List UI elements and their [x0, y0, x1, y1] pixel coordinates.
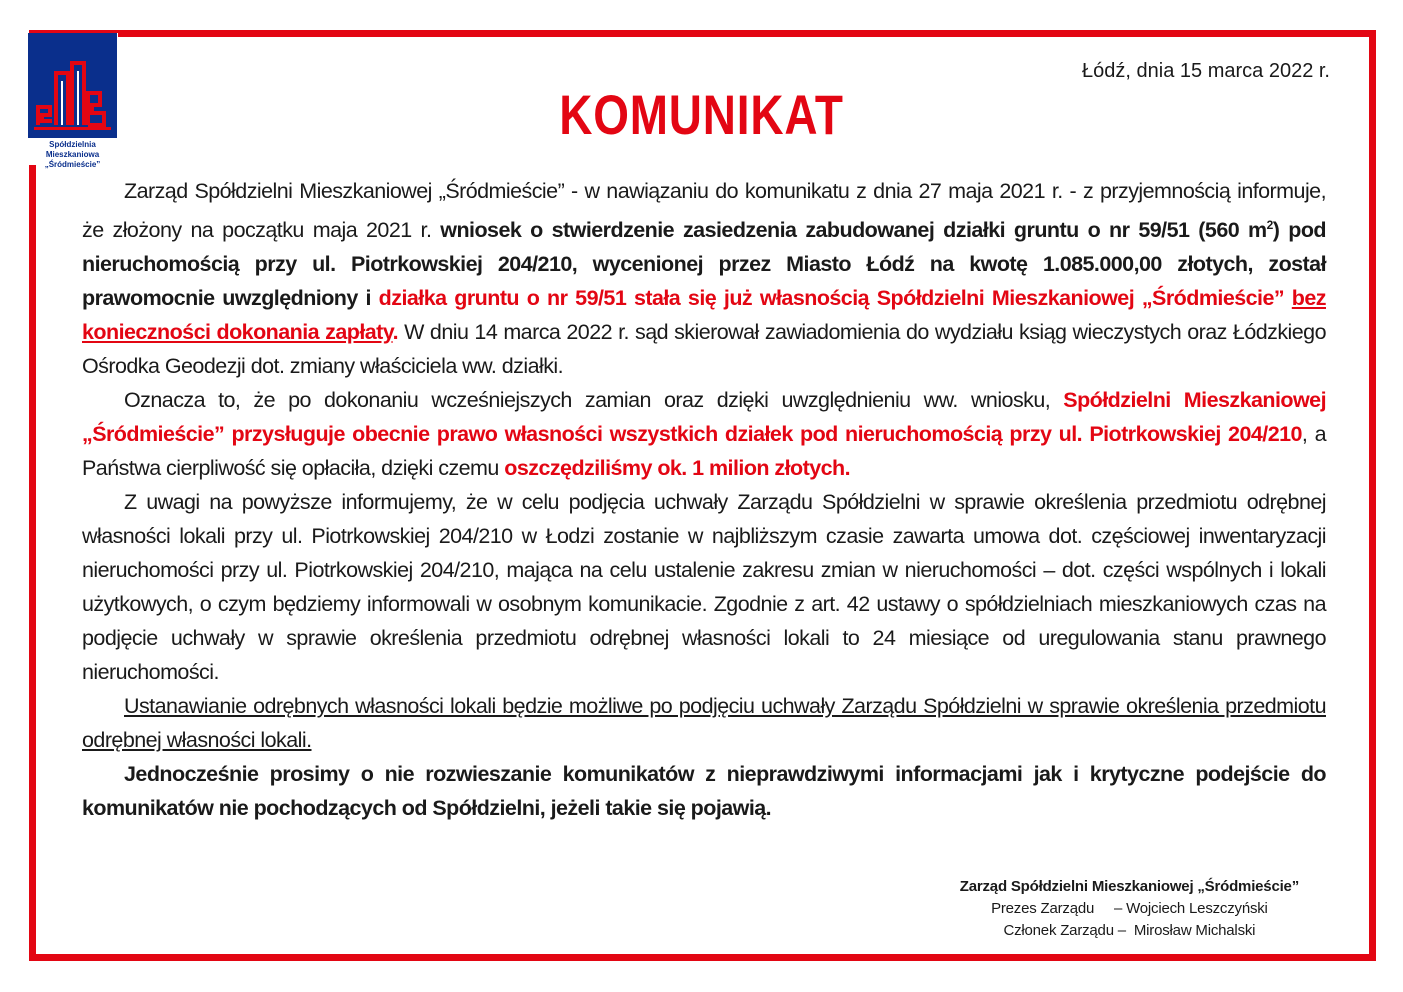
p2-red-2: oszczędziliśmy ok. 1 milion złotych.	[504, 456, 851, 481]
document-title: KOMUNIKAT	[559, 83, 844, 146]
p1-red-1: działka gruntu o nr 59/51 stała się już własnością Spółdzielni Mieszkaniowej „Śródmieście”	[378, 286, 1292, 311]
p3-text-1: Z uwagi na powyższe informujemy, że w celu podjęcia uchwały Zarządu Spółdzielni w sprawie określenia przedmiotu odrębnej własności lokali przy ul. Piotrkowskiej 204/210 w Łodzi zostanie w najbliższym czasie zawarta umowa dot. częściowej inwentaryzacji nieruchomości przy ul. Piotrkowskiej 204/210, mająca na celu ustalenie zakresu zmian w nieruchomości – dot. części wspólnych i lokali użytkowych, o czym będziemy informowali w osobnym komunikacie. Zgodnie z art. 42 ustawy o spółdzielniach mieszkaniowych czas na podjęcie uchwały w sprawie określenia przedmiotu odrębnej własności lokali to 24 miesiące od uregulowania stanu prawnego nieruchomości.	[82, 490, 1326, 685]
p1-superscript: 2	[1266, 218, 1273, 232]
p5-bold: Jednocześnie prosimy o nie rozwieszanie komunikatów z nieprawdziwymi informacjami jak i krytyczne podejście do komunikatów nie pochodzących od Spółdzielni, jeżeli takie się pojawią.	[82, 762, 1326, 821]
logo-emblem	[28, 33, 117, 138]
document-body	[82, 174, 1326, 825]
p4-underlined: Ustanawianie odrębnych własności lokali będzie możliwe po podjęciu uchwały Zarządu Spółdzielni w sprawie określenia przedmiotu odrębnej własności lokali.	[82, 694, 1326, 753]
document-date: Łódź, dnia 15 marca 2022 r.	[1082, 60, 1330, 82]
logo-caption-line1: Spółdzielnia Mieszkaniowa	[45, 140, 100, 159]
paragraph-2	[82, 383, 1326, 485]
p2-red-1: Spółdzielni Mieszkaniowej „Śródmieście” przysługuje obecnie prawo własności wszystkich działek pod nieruchomością przy ul. Piotrkowskiej 204/210	[82, 388, 1326, 447]
signature-block	[960, 876, 1299, 942]
paragraph-1	[82, 174, 1326, 383]
p1-red-period: .	[392, 320, 399, 345]
p1-text-1: Zarząd Spółdzielni Mieszkaniowej „Śródmieście” - w nawiązaniu do komunikatu z dnia 27 maja 2021 r. - z przyjemnością informuje, że złożony na początku maja 2021 r.	[82, 179, 1326, 243]
logo-caption	[27, 140, 118, 170]
signature-org: Zarząd Spółdzielni Mieszkaniowej „Śródmieście”	[959, 878, 1299, 895]
p1-red-underlined: bez konieczności dokonania zapłaty	[82, 286, 1326, 345]
paragraph-4	[82, 689, 1326, 757]
logo-graphic	[28, 33, 117, 138]
signature-member: Członek Zarządu – Mirosław Michalski	[1003, 922, 1256, 939]
p1-bold-1: wniosek o stwierdzenie zasiedzenia zabudowanej działki gruntu o nr 59/51 (560 m	[440, 218, 1267, 243]
cooperative-logo	[27, 33, 118, 169]
p1-bold-2: ) pod nieruchomością przy ul. Piotrkowskiej 204/210, wycenionej przez Miasto Łódź na kwotę 1.085.000,00 złotych, został prawomocnie uwzględniony i	[82, 218, 1326, 311]
p1-text-2: W dniu 14 marca 2022 r. sąd skierował zawiadomienia do wydziału ksiąg wieczystych oraz Łódzkiego Ośrodka Geodezji dot. zmiany właściciela ww. działki.	[82, 320, 1326, 379]
signature-president: Prezes Zarządu – Wojciech Leszczyński	[991, 900, 1268, 917]
paragraph-5	[82, 757, 1326, 825]
p2-text-2: , a Państwa cierpliwość się opłaciła, dzięki czemu	[82, 422, 1326, 481]
paragraph-3	[82, 485, 1326, 689]
logo-caption-line2: „Śródmieście”	[44, 160, 101, 169]
p2-text-1: Oznacza to, że po dokonaniu wcześniejszych zamian oraz dzięki uwzględnieniu ww. wniosku,	[124, 388, 1064, 413]
